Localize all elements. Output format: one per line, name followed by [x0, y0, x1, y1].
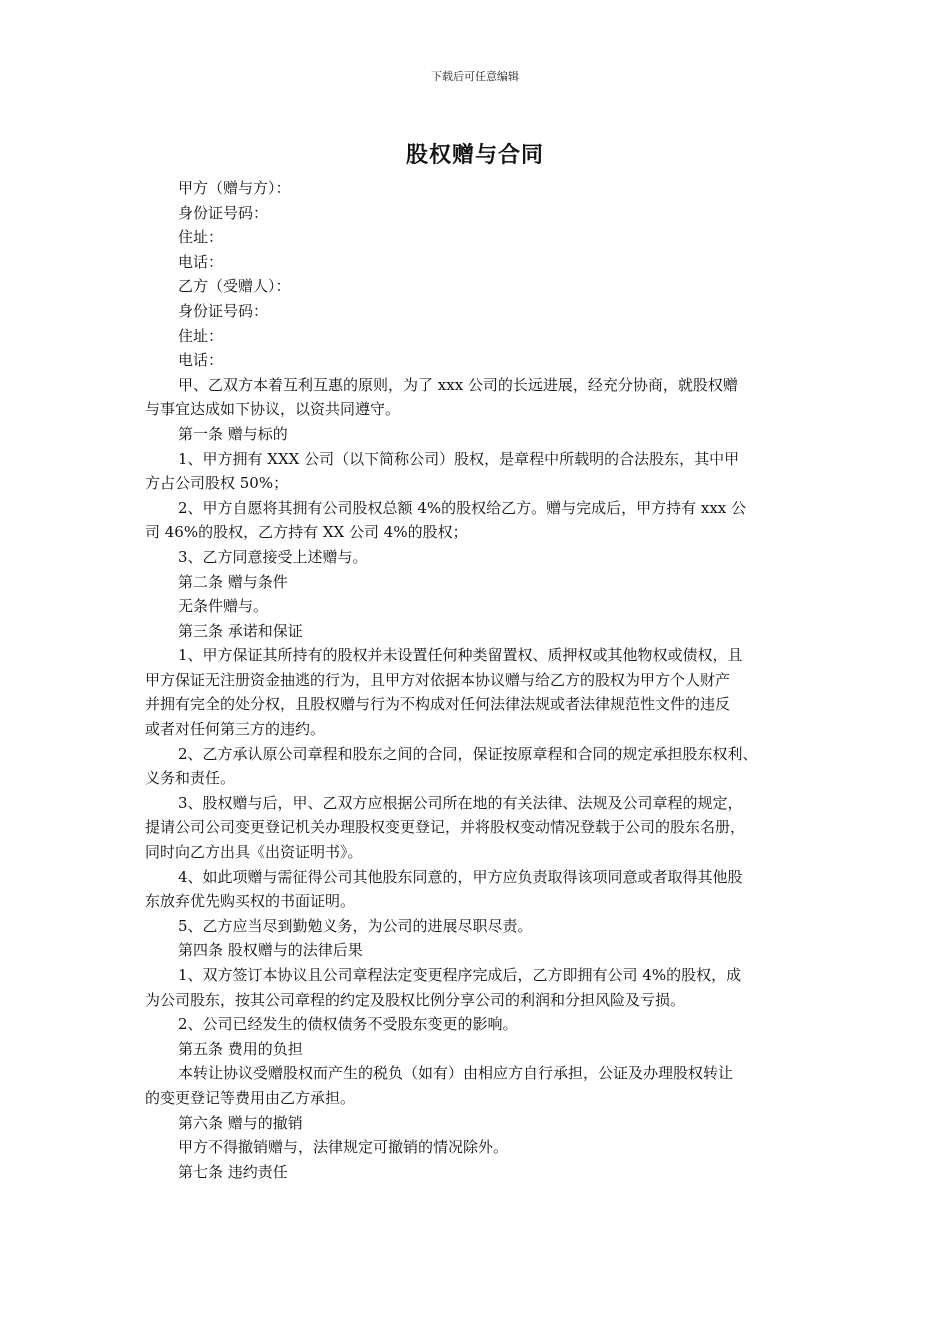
body-line: 第三条 承诺和保证	[178, 621, 303, 640]
body-line: 方占公司股权 50%；	[145, 474, 289, 493]
body-line: 第七条 违约责任	[178, 1162, 288, 1181]
body-line: 甲、乙双方本着互利互惠的原则，为了 xxx 公司的长远进展，经充分协商，就股权赠	[178, 375, 738, 394]
body-line: 第二条 赠与条件	[178, 572, 288, 591]
body-line: 1、双方签订本协议且公司章程法定变更程序完成后，乙方即拥有公司 4%的股权，成	[178, 966, 742, 984]
body-line: 第一条 赠与标的	[178, 424, 288, 443]
body-line: 同时向乙方出具《出资证明书》。	[145, 843, 363, 862]
body-line: 2、公司已经发生的债权债务不受股东变更的影响。	[178, 1015, 518, 1034]
body-line: 无条件赠与。	[178, 597, 269, 616]
page-title: 股权赠与合同	[405, 143, 544, 168]
body-line: 第五条 费用的负担	[178, 1039, 303, 1058]
body-line: 本转让协议受赠股权而产生的税负（如有）由相应方自行承担，公证及办理股权转让	[178, 1064, 734, 1083]
body-line: 并拥有完全的处分权，且股权赠与行为不构成对任何法律法规或者法律规范性文件的违反	[145, 695, 731, 714]
body-line: 住址：	[178, 228, 224, 247]
body-line: 司 46%的股权，乙方持有 XX 公司 4%的股权；	[145, 523, 468, 542]
body-line: 甲方保证无注册资金抽逃的行为，且甲方对依据本协议赠与给乙方的股权为甲方个人财产	[145, 670, 731, 689]
body-line: 2、乙方承认原公司章程和股东之间的合同，保证按原章程和合同的规定承担股东权利、	[178, 744, 758, 763]
body-line: 身份证号码：	[178, 203, 269, 222]
contract-body	[145, 176, 820, 1184]
body-line: 4、如此项赠与需征得公司其他股东同意的，甲方应负责取得该项同意或者取得其他股	[178, 867, 743, 886]
body-line: 或者对任何第三方的违约。	[145, 720, 326, 739]
body-line: 东放弃优先购买权的书面证明。	[145, 892, 356, 911]
body-line: 甲方（赠与方）：	[178, 179, 291, 197]
body-line: 3、股权赠与后，甲、乙双方应根据公司所在地的有关法律、法规及公司章程的规定，	[178, 793, 743, 812]
body-line: 1、甲方拥有 XXX 公司（以下简称公司）股权，是章程中所载明的合法股东，其中甲	[178, 449, 740, 468]
body-line: 为公司股东，按其公司章程的约定及股权比例分享公司的利润和分担风险及亏损。	[145, 990, 686, 1009]
body-line: 身份证号码：	[178, 301, 269, 320]
body-line: 3、乙方同意接受上述赠与。	[178, 547, 368, 566]
body-line: 与事宜达成如下协议，以资共同遵守。	[145, 400, 401, 419]
body-line: 甲方不得撤销赠与，法律规定可撤销的情况除外。	[178, 1138, 509, 1157]
body-line: 2、甲方自愿将其拥有公司股权总额 4%的股权给乙方。赠与完成后，甲方持有 xxx 公	[178, 498, 747, 517]
body-line: 第六条 赠与的撤销	[178, 1113, 303, 1132]
body-line: 电话：	[178, 351, 224, 370]
body-line: 提请公司公司变更登记机关办理股权变更登记，并将股权变动情况登载于公司的股东名册，	[145, 818, 746, 837]
body-line: 住址：	[178, 326, 224, 345]
header-note: 下载后可任意编辑	[431, 70, 519, 83]
body-line: 的变更登记等费用由乙方承担。	[145, 1088, 356, 1107]
body-line: 5、乙方应当尽到勤勉义务，为公司的进展尽职尽责。	[178, 916, 533, 935]
body-line: 电话：	[178, 252, 224, 271]
body-line: 义务和责任。	[145, 769, 236, 788]
body-line: 第四条 股权赠与的法律后果	[178, 941, 363, 960]
body-line: 1、甲方保证其所持有的股权并未设置任何种类留置权、质押权或其他物权或债权，且	[178, 646, 743, 665]
body-line: 乙方（受赠人）：	[178, 277, 291, 296]
